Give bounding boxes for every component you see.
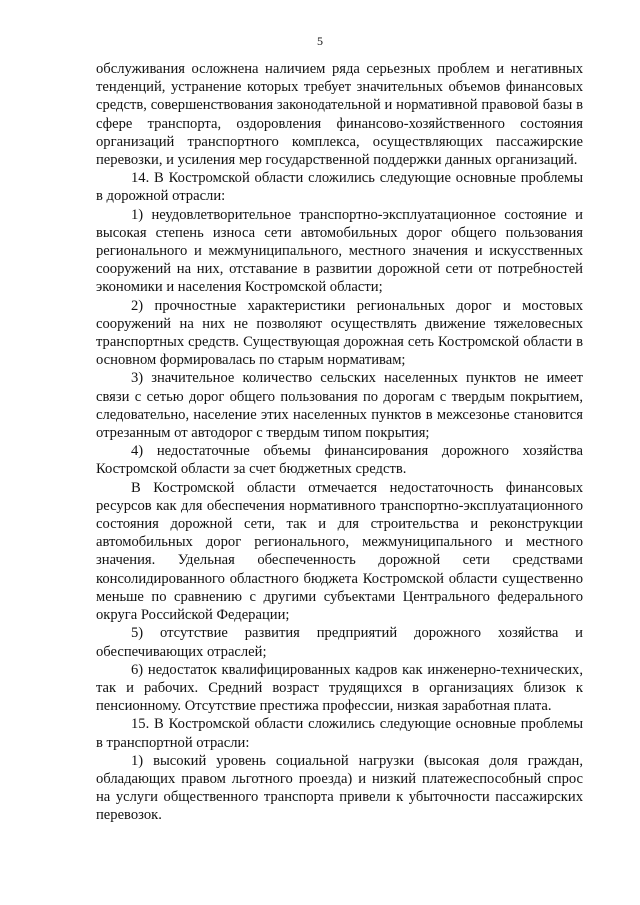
paragraph: 4) недостаточные объемы финансирования дорожного хозяйства Костромской области за счет бюджетных средств. — [96, 443, 583, 478]
document-body — [96, 60, 583, 825]
paragraph: В Костромской области отмечается недостаточность финансовых ресурсов как для обеспечения нормативного транспортно-эксплуатационного состояния дорожной сети, так и для строительства и реконструкции автомобильных дорог регионального, межмуниципального и местного значения. Удельная обеспеченность дорожной сети средствами консолидированного областного бюджета Костромской области существенно меньше по сравнению с другими субъектами Центрального федерального округа Российской Федерации; — [96, 479, 583, 624]
paragraph: 1) неудовлетворительное транспортно-эксплуатационное состояние и высокая степень износа сети автомобильных дорог общего пользования регионального и межмуниципального, местного значения и искусственных сооружений на них, отставание в развитии дорожной сети от потребностей экономики и населения Костромской области; — [96, 206, 583, 296]
page-number: 5 — [317, 34, 323, 48]
paragraph: 14. В Костромской области сложились следующие основные проблемы в дорожной отрасли: — [96, 170, 583, 205]
paragraph: 15. В Костромской области сложились следующие основные проблемы в транспортной отрасли: — [96, 716, 583, 751]
paragraph: 3) значительное количество сельских населенных пунктов не имеет связи с сетью дорог общего пользования по дорогам с твердым покрытием, следовательно, население этих населенных пунктов в межсезонье становится отрезанным от автодорог с твердым типом покрытия; — [96, 370, 583, 442]
paragraph: 5) отсутствие развития предприятий дорожного хозяйства и обеспечивающих отраслей; — [96, 625, 583, 660]
paragraph: 2) прочностные характеристики региональных дорог и мостовых сооружений на них не позволяют осуществлять движение тяжеловесных транспортных средств. Существующая дорожная сеть Костромской области в основном формировалась по старым нормативам; — [96, 297, 583, 369]
paragraph: обслуживания осложнена наличием ряда серьезных проблем и негативных тенденций, устранение которых требует значительных объемов финансовых средств, совершенствования законодательной и нормативной правовой базы в сфере транспорта, оздоровления финансово-хозяйственного состояния организаций транспортного комплекса, осуществляющих пассажирские перевозки, и усиления мер государственной поддержки данных организаций. — [96, 61, 583, 169]
paragraph: 6) недостаток квалифицированных кадров как инженерно-технических, так и рабочих. Средний возраст трудящихся в организациях близок к пенсионному. Отсутствие престижа профессии, низкая заработная плата. — [96, 661, 583, 715]
paragraph: 1) высокий уровень социальной нагрузки (высокая доля граждан, обладающих правом льготного проезда) и низкий платежеспособный спрос на услуги общественного транспорта привели к убыточности пассажирских перевозок. — [96, 752, 583, 824]
